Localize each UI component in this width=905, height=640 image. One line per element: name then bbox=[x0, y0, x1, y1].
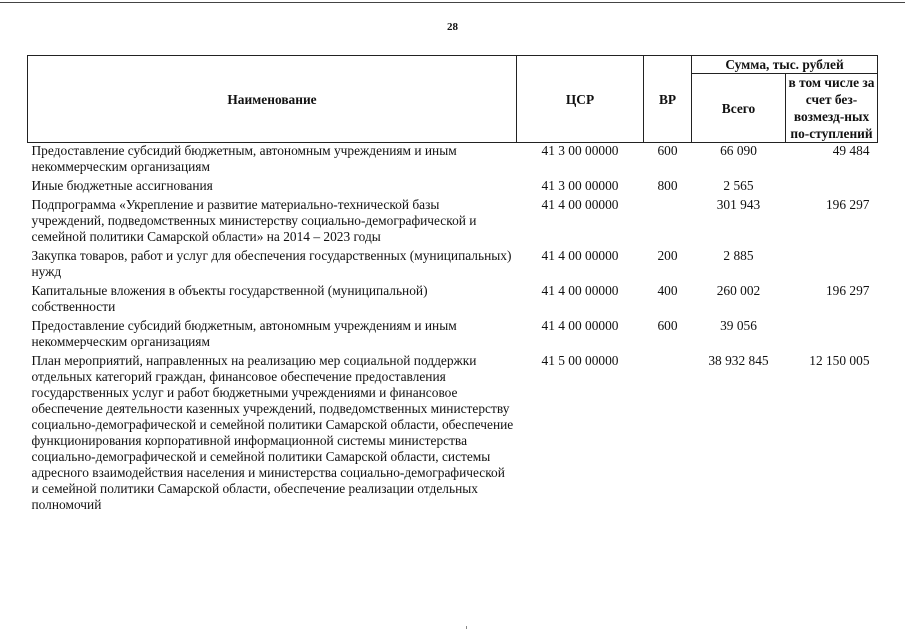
cell-vr: 600 bbox=[657, 143, 678, 158]
cell-vr bbox=[644, 197, 692, 248]
cell-csr: 41 4 00 00000 bbox=[541, 283, 619, 298]
cell-name: Иные бюджетные ассигнования bbox=[31, 178, 213, 193]
table-row bbox=[28, 178, 878, 197]
header-total: Всего bbox=[692, 74, 786, 143]
page-number: 28 bbox=[447, 21, 458, 33]
cell-vr: 400 bbox=[657, 283, 678, 298]
cell-name: Предоставление субсидий бюджетным, автономным учреждениям и иным некоммерческим организациям bbox=[31, 143, 457, 174]
cell-total: 39 056 bbox=[720, 318, 757, 333]
header-csr: ЦСР bbox=[517, 56, 644, 143]
cell-name: Капитальные вложения в объекты государственной (муниципальной) собственности bbox=[31, 283, 428, 314]
cell-vr: 800 bbox=[657, 178, 678, 193]
scan-artifact bbox=[466, 626, 467, 629]
cell-free: 196 297 bbox=[825, 283, 870, 298]
cell-free bbox=[786, 178, 878, 197]
cell-total: 38 932 845 bbox=[708, 353, 769, 368]
cell-total: 66 090 bbox=[720, 143, 757, 158]
cell-csr: 41 4 00 00000 bbox=[541, 248, 619, 263]
header-vr: ВР bbox=[644, 56, 692, 143]
cell-free: 196 297 bbox=[825, 197, 870, 212]
table-header bbox=[28, 56, 878, 143]
header-free-receipts: в том числе за счет без-возмезд-ных по-ступлений bbox=[786, 74, 878, 143]
table-row bbox=[28, 353, 878, 516]
table-body bbox=[28, 143, 878, 517]
cell-vr: 200 bbox=[657, 248, 678, 263]
cell-total: 260 002 bbox=[716, 283, 761, 298]
budget-table bbox=[27, 55, 878, 516]
table-row bbox=[28, 318, 878, 353]
cell-name: Закупка товаров, работ и услуг для обеспечения государственных (муниципальных) нужд bbox=[31, 248, 512, 279]
cell-vr: 600 bbox=[657, 318, 678, 333]
cell-csr: 41 4 00 00000 bbox=[541, 197, 619, 212]
cell-total: 301 943 bbox=[716, 197, 761, 212]
cell-vr bbox=[644, 353, 692, 516]
cell-total: 2 885 bbox=[723, 248, 754, 263]
header-name: Наименование bbox=[28, 56, 517, 143]
table-row bbox=[28, 197, 878, 248]
cell-csr: 41 3 00 00000 bbox=[541, 143, 619, 158]
cell-total: 2 565 bbox=[723, 178, 754, 193]
cell-free bbox=[786, 248, 878, 283]
cell-name: Предоставление субсидий бюджетным, автономным учреждениям и иным некоммерческим организациям bbox=[31, 318, 457, 349]
cell-name: План мероприятий, направленных на реализацию мер социальной поддержки отдельных категорий граждан, финансовое обеспечение предоставления государственных услуг и работ бюджетными учреждениями и финансовое обеспечение деятельности казенных учреждений, подведомственных министерству социально-демографической и семейной политики Самарской области, обеспечение функционирования корпоративной информационной системы министерства социально-демографической и семейной политики Самарской области, системы адресного взаимодействия населения и министерства социально-демографической и семейной политики Самарской области, обеспечение реализации отдельных полномочий bbox=[31, 353, 514, 512]
cell-free: 49 484 bbox=[832, 143, 870, 158]
header-sum-group: Сумма, тыс. рублей bbox=[692, 56, 878, 74]
top-rule bbox=[0, 2, 905, 3]
table-row bbox=[28, 143, 878, 179]
cell-free bbox=[786, 318, 878, 353]
cell-free: 12 150 005 bbox=[809, 353, 870, 368]
table-row bbox=[28, 248, 878, 283]
cell-csr: 41 3 00 00000 bbox=[541, 178, 619, 193]
table-row bbox=[28, 283, 878, 318]
cell-name: Подпрограмма «Укрепление и развитие материально-технической базы учреждений, подведомственных министерству социально-демографической и семейной политики Самарской области» на 2014 – 2023 годы bbox=[31, 197, 477, 244]
cell-csr: 41 4 00 00000 bbox=[541, 318, 619, 333]
cell-csr: 41 5 00 00000 bbox=[541, 353, 619, 368]
